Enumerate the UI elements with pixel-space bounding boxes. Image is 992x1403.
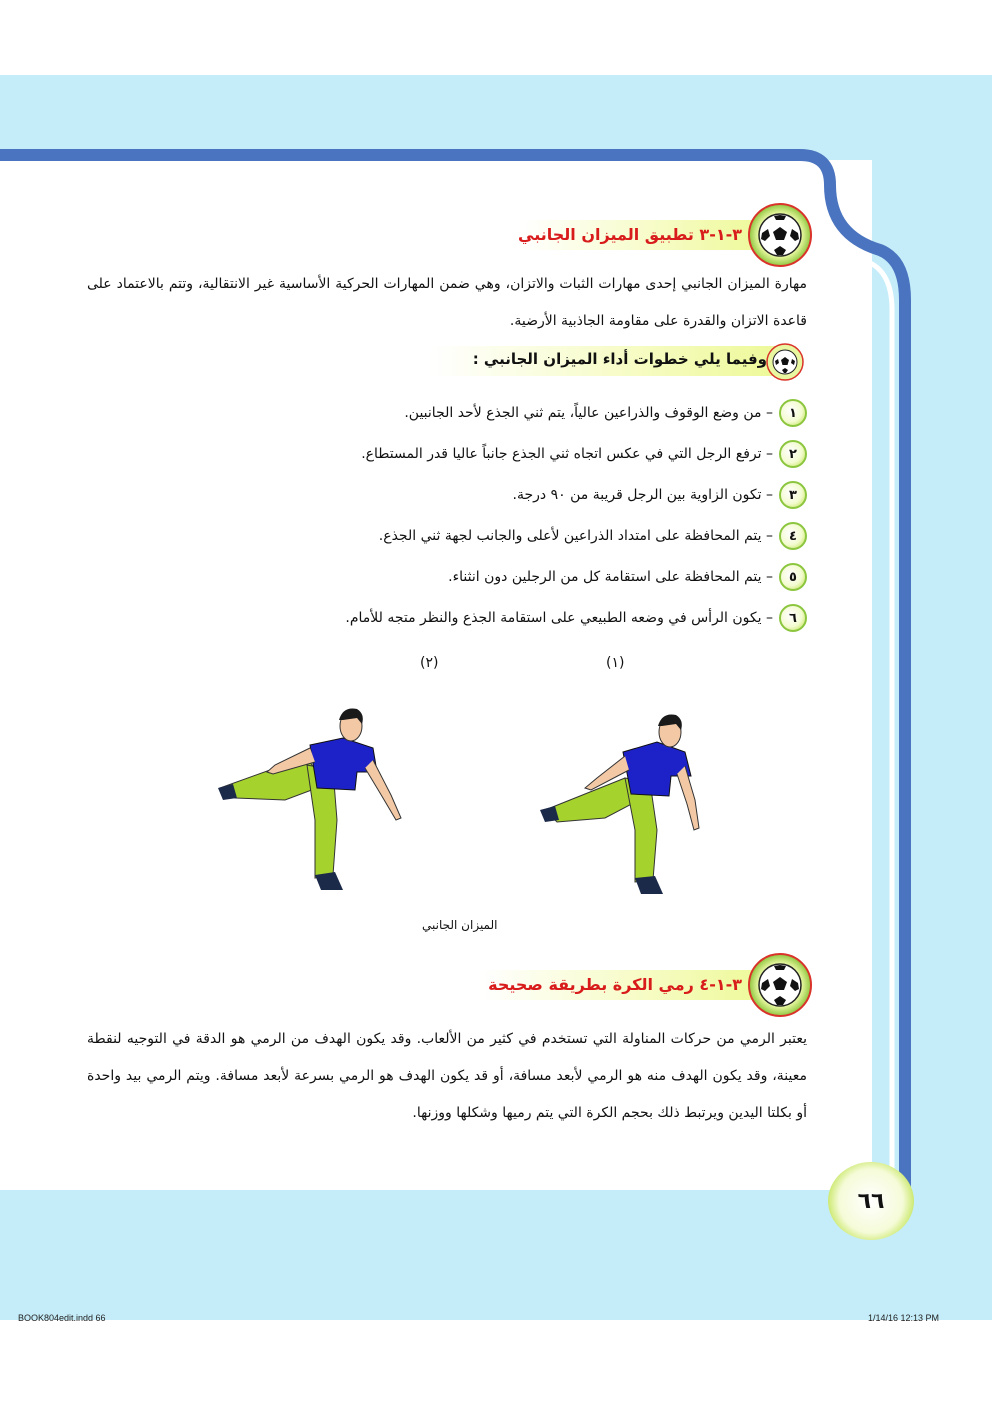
step-number-badge: ٢ <box>779 440 807 468</box>
step-item <box>345 603 807 633</box>
step-item <box>379 521 807 551</box>
figure-label-1: (١) <box>606 655 625 671</box>
section1-intro: مهارة الميزان الجانبي إحدى مهارات الثبات والاتزان، وهي ضمن المهارات الحركية الأساسية غير الانتقالية، وتتم بالاعتماد على قاعدة الاتزان والقدرة على مقاومة الجاذبية الأرضية. <box>87 276 807 329</box>
step-number-badge: ٥ <box>779 563 807 591</box>
balance-figure-1 <box>535 710 735 910</box>
step-number-badge: ٣ <box>779 481 807 509</box>
soccer-ball-icon <box>748 953 812 1017</box>
page-number: ٦٦ <box>857 1188 885 1214</box>
balance-figure-2 <box>215 700 415 900</box>
step-item <box>361 439 807 469</box>
step-text: – يكون الرأس في وضعه الطبيعي على استقامة الجذع والنظر متجه للأمام. <box>345 610 773 626</box>
step-text: – يتم المحافظة على استقامة كل من الرجلين دون انثناء. <box>448 569 773 585</box>
steps-heading: وفيما يلي خطوات أداء الميزان الجانبي : <box>472 350 767 368</box>
step-item <box>448 562 807 592</box>
section1-title: ٣-١-٣ تطبيق الميزان الجانبي <box>518 225 742 244</box>
figure-label-2: (٢) <box>420 655 439 671</box>
step-item <box>513 480 807 510</box>
small-ball-icon <box>766 343 804 381</box>
section2-body: يعتبر الرمي من حركات المناولة التي تستخدم في كثير من الألعاب. وقد يكون الهدف من الرمي هو الدقة في التوجيه لنقطة معينة، وقد يكون الهدف منه هو الرمي لأبعد مسافة، أو قد يكون الهدف هو الرمي بسرعة لأبعد مسافة. ويتم الرمي بيد واحدة أو بكلتا اليدين ويرتبط ذلك بحجم الكرة التي يتم رميها وشكلها ووزنها. <box>87 1031 807 1121</box>
step-text: – من وضع الوقوف والذراعين عالياً، يتم ثني الجذع لأحد الجانبين. <box>404 405 773 421</box>
step-text: – تكون الزاوية بين الرجل قريبة من ٩٠ درجة. <box>512 487 773 503</box>
page-number-badge <box>828 1162 914 1240</box>
step-number-badge: ١ <box>779 399 807 427</box>
step-text: – ترفع الرجل التي في عكس اتجاه ثني الجذع جانباً عاليا قدر المستطاع. <box>361 446 773 462</box>
step-number-badge: ٤ <box>779 522 807 550</box>
soccer-ball-icon <box>748 203 812 267</box>
step-text: – يتم المحافظة على امتداد الذراعين لأعلى والجانب لجهة ثني الجذع. <box>378 528 773 544</box>
footer-file-info: BOOK804edit.indd 66 <box>18 1313 106 1323</box>
section2-title: ٣-١-٤ رمي الكرة بطريقة صحيحة <box>488 975 742 994</box>
footer-datetime: 1/14/16 12:13 PM <box>868 1313 940 1323</box>
figure-caption: الميزان الجانبي <box>422 918 498 932</box>
step-item <box>404 398 807 428</box>
step-number-badge: ٦ <box>779 604 807 632</box>
